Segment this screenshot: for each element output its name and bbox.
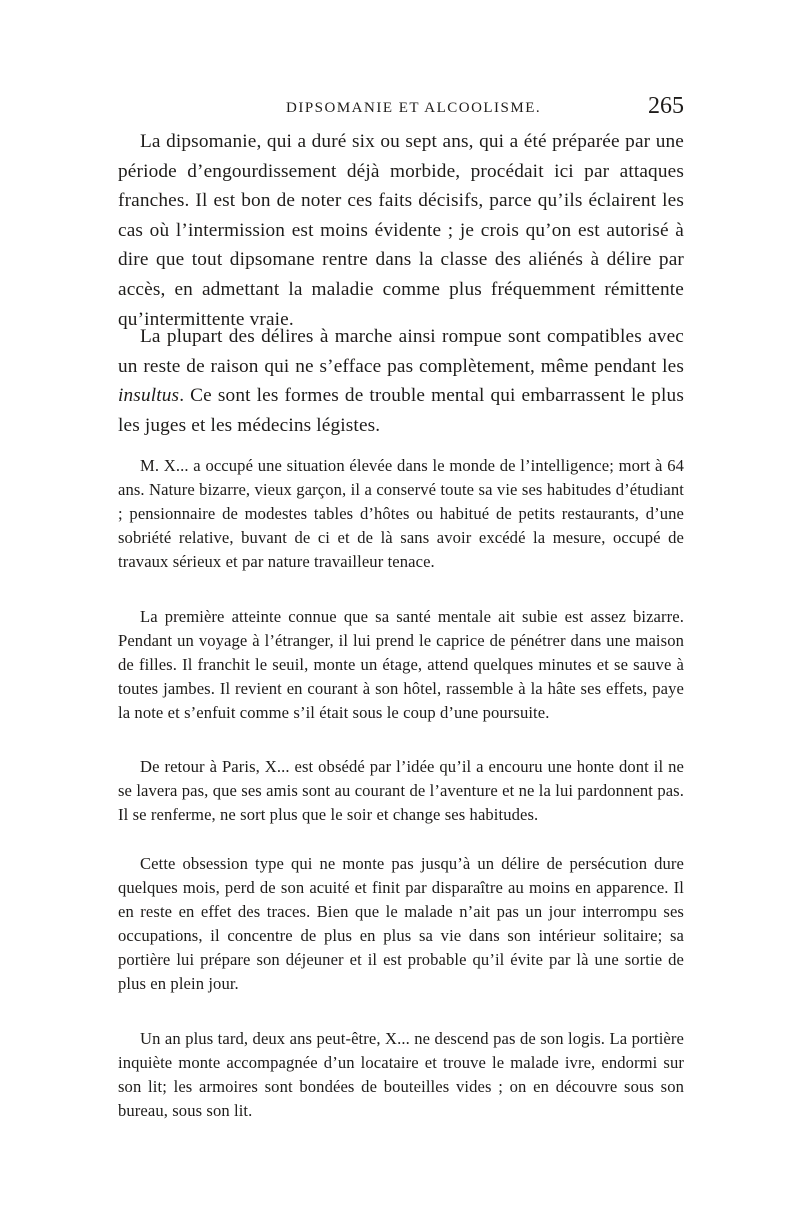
main-paragraph-2 [118,322,684,440]
page-header [118,93,684,120]
case-paragraph-5: Un an plus tard, deux ans peut-être, X... ne descend pas de son logis. La portière inquiète monte accompagnée d’un locataire et trouve le malade ivre, endormi sur son lit; les armoires sont bondées de bouteilles vides ; on en découvre sous son bureau, sous son lit. [118,1029,684,1120]
main-paragraph-2-text-a: La plupart des délires à marche ainsi rompue sont compatibles avec un reste de raison qui ne s’efface pas complètement, même pendant les [118,326,684,377]
case-paragraph-3: De retour à Paris, X... est obsédé par l’idée qu’il a encouru une honte dont il ne se lavera pas, que ses amis sont au courant de l’aventure et ne la lui pardonnent pas. Il se renferme, ne sort plus que le soir et change ses habitudes. [118,757,684,824]
page-number: 265 [648,93,684,119]
main-paragraph-2-text-b: . Ce sont les formes de trouble mental qui embarrassent le plus les juges et les médecins légistes. [118,385,684,436]
case-paragraph-2: La première atteinte connue que sa santé mentale ait subie est assez bizarre. Pendant un voyage à l’étranger, il lui prend le caprice de pénétrer dans une maison de filles. Il franchit le seuil, monte un étage, attend quelques minutes et se sauve à toutes jambes. Il revient en courant à son hôtel, rassemble à la hâte ses effets, paye la note et s’enfuit comme s’il était sous le coup d’une poursuite. [118,607,684,722]
main-paragraph-1: La dipsomanie, qui a duré six ou sept ans, qui a été préparée par une période d’engourdissement déjà morbide, procédait ici par attaques franches. Il est bon de noter ces faits décisifs, parce qu’ils éclairent les cas où l’intermission est moins évidente ; je crois qu’on est autorisé à dire que tout dipsomane rentre dans la classe des aliénés à délire par accès, en admettant la maladie comme plus fréquemment rémittente qu’intermittente vraie. [118,131,684,330]
case-paragraph-4: Cette obsession type qui ne monte pas jusqu’à un délire de persécution dure quelques mois, perd de son acuité et finit par disparaître au moins en apparence. Il en reste en effet des traces. Bien que le malade n’ait pas un jour interrompu ses occupations, il concentre de plus en plus sa vie dans son intérieur solitaire; sa portière lui prépare son déjeuner et il est probable qu’il évite par là une sortie de plus en plein jour. [118,854,684,993]
running-title: DIPSOMANIE ET ALCOOLISME. [286,100,542,116]
case-paragraph-1: M. X... a occupé une situation élevée dans le monde de l’intelligence; mort à 64 ans. Nature bizarre, vieux garçon, il a conservé toute sa vie ses habitudes d’étudiant ; pensionnaire de modestes tables d’hôtes ou habitué de petits restaurants, d’une sobriété relative, buvant de ci et de là sans avoir excédé la mesure, occupé de travaux sérieux et par nature travailleur tenace. [118,456,684,571]
main-paragraph-2-italic: insultus [118,385,180,407]
